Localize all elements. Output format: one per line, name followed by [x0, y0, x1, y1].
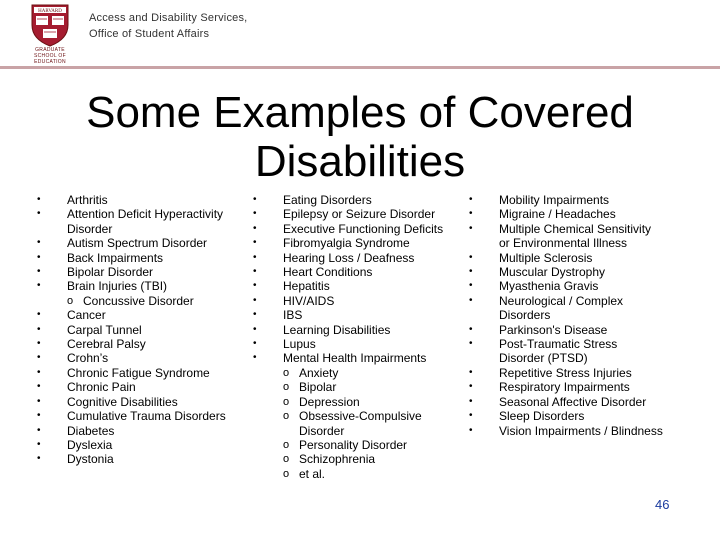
sub-list-item: o Anxiety [283, 366, 468, 380]
list-item: Disorders [499, 308, 551, 323]
list-item: • Learning Disabilities [283, 323, 468, 337]
list-item: • Autism Spectrum Disorder [67, 236, 247, 250]
office-name [89, 10, 247, 42]
list-item: • Eating Disorders [283, 193, 468, 207]
list-item: • Cancer [67, 308, 247, 322]
logo-caption: GRADUATE SCHOOL OF EDUCATION [34, 47, 66, 65]
list-item: • Repetitive Stress Injuries [499, 366, 689, 380]
list-item: • Chronic Fatigue Syndrome [67, 366, 247, 380]
list-item: • Cerebral Palsy [67, 337, 247, 351]
list-item: • Back Impairments [67, 251, 247, 265]
list-item: • Multiple Chemical Sensitivity [499, 222, 689, 236]
list-item: • Seasonal Affective Disorder [499, 395, 689, 409]
list-item: • Dyslexia [67, 438, 247, 452]
list-item: • Mobility Impairments [499, 193, 689, 207]
sub-list-item: o Bipolar [283, 380, 468, 394]
list-item: • Attention Deficit Hyperactivity [67, 207, 247, 221]
list-item: • Diabetes [67, 424, 247, 438]
list-item: • Cognitive Disabilities [67, 395, 247, 409]
sub-list-item: o Personality Disorder [283, 438, 468, 452]
office-line-2: Office of Student Affairs [89, 28, 210, 40]
list-item: • IBS [283, 308, 468, 322]
list-item: • Brain Injuries (TBI) [67, 279, 247, 293]
list-item: • HIV/AIDS [283, 294, 468, 308]
list-item: • Multiple Sclerosis [499, 251, 689, 265]
logo-wordmark: HARVARD [38, 9, 62, 14]
disability-list-column-3 [499, 193, 689, 438]
list-item: • Fibromyalgia Syndrome [283, 236, 468, 250]
list-item: • Myasthenia Gravis [499, 279, 689, 293]
list-item: • Neurological / Complex [499, 294, 689, 308]
title-line-1: Some Examples of Covered [86, 88, 634, 137]
list-item: • Mental Health Impairments [283, 351, 468, 365]
disability-list-column-2 [283, 193, 468, 481]
harvard-shield-logo [30, 3, 70, 47]
list-item: Disorder (PTSD) [499, 351, 588, 366]
list-item: • Bipolar Disorder [67, 265, 247, 279]
list-item: • Sleep Disorders [499, 409, 689, 423]
slide-header [0, 0, 720, 68]
list-item: • Chronic Pain [67, 380, 247, 394]
title-line-2: Disabilities [254, 137, 466, 186]
header-divider [0, 66, 720, 69]
sub-list-item: o et al. [283, 467, 468, 481]
list-item: • Epilepsy or Seizure Disorder [283, 207, 468, 221]
list-item: or Environmental Illness [499, 236, 628, 251]
list-item: • Carpal Tunnel [67, 323, 247, 337]
list-item: • Hepatitis [283, 279, 468, 293]
list-item: • Migraine / Headaches [499, 207, 689, 221]
list-item: • Respiratory Impairments [499, 380, 689, 394]
page-number: 46 [655, 497, 670, 512]
list-item: • Dystonia [67, 452, 247, 466]
list-item: • Arthritis [67, 193, 247, 207]
sub-list-item: o Concussive Disorder [67, 294, 247, 308]
list-item: • Heart Conditions [283, 265, 468, 279]
list-item: • Post-Traumatic Stress [499, 337, 689, 351]
list-item: • Vision Impairments / Blindness [499, 424, 689, 438]
slide-title [0, 88, 720, 186]
list-item: • Lupus [283, 337, 468, 351]
list-item: • Cumulative Trauma Disorders [67, 409, 247, 423]
sub-list-item: Disorder [299, 423, 345, 438]
office-line-1: Access and Disability Services, [89, 12, 248, 24]
list-item: • Muscular Dystrophy [499, 265, 689, 279]
disability-list-column-1 [67, 193, 247, 467]
list-item: • Executive Functioning Deficits [283, 222, 468, 236]
list-item: • Crohn’s [67, 351, 247, 365]
sub-list-item: o Obsessive-Compulsive [283, 409, 468, 423]
list-item: Disorder [67, 221, 113, 236]
list-item: • Hearing Loss / Deafness [283, 251, 468, 265]
sub-list-item: o Schizophrenia [283, 452, 468, 466]
list-item: • Parkinson's Disease [499, 323, 689, 337]
sub-list-item: o Depression [283, 395, 468, 409]
